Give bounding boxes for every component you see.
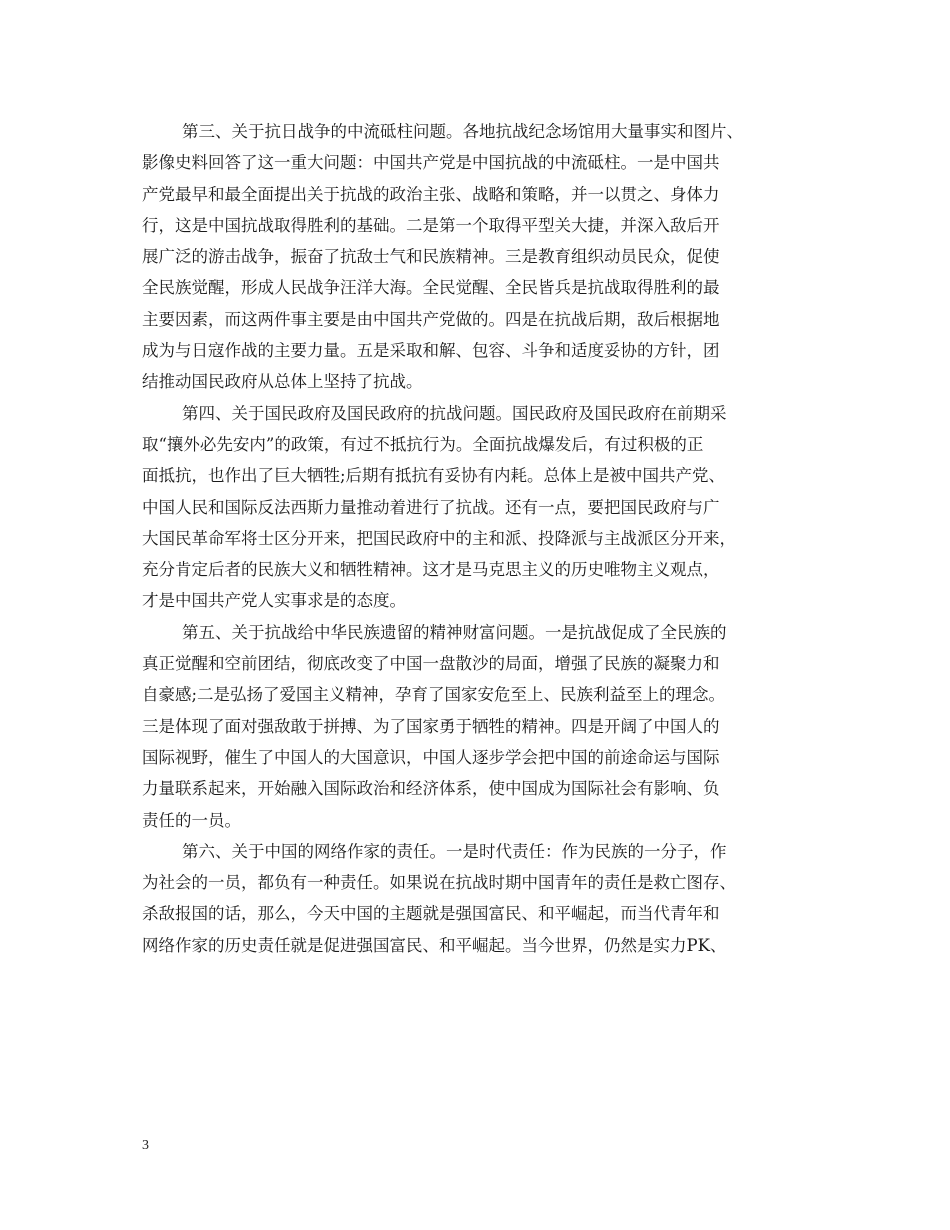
text-line: 网络作家的历史责任就是促进强国富民、和平崛起。当今世界，仍然是实力PK、 bbox=[142, 935, 727, 955]
text-line: 充分肯定后者的民族大义和牺牲精神。这才是马克思主义的历史唯物主义观点， bbox=[142, 560, 720, 580]
text-line: 大国民革命军将士区分开来，把国民政府中的主和派、投降派与主战派区分开来， bbox=[142, 528, 736, 548]
text-line: 主要因素，而这两件事主要是由中国共产党做的。四是在抗战后期，敌后根据地 bbox=[142, 309, 720, 329]
text-line: 国际视野，催生了中国人的大国意识，中国人逐步学会把中国的前途命运与国际 bbox=[142, 747, 720, 767]
text-line: 成为与日寇作战的主要力量。五是采取和解、包容、斗争和适度妥协的方针，团 bbox=[142, 341, 720, 361]
text-line: 自豪感;二是弘扬了爱国主义精神，孕育了国家安危至上、民族利益至上的理念。 bbox=[142, 685, 726, 705]
text-line: 第五、关于抗战给中华民族遗留的精神财富问题。一是抗战促成了全民族的 bbox=[182, 622, 727, 642]
text-line: 第三、关于抗日战争的中流砥柱问题。各地抗战纪念场馆用大量事实和图片、 bbox=[182, 122, 743, 141]
text-line: 全民族觉醒，形成人民战争汪洋大海。全民觉醒、全民皆兵是抗战取得胜利的最 bbox=[142, 278, 720, 298]
text-line: 结推动国民政府从总体上坚持了抗战。 bbox=[142, 372, 423, 392]
text-line: 产党最早和最全面提出关于抗战的政治主张、战略和策略，并一以贯之、身体力 bbox=[142, 184, 720, 204]
text-line: 为社会的一员，都负有一种责任。如果说在抗战时期中国青年的责任是救亡图存、 bbox=[142, 873, 736, 893]
text-line: 行，这是中国抗战取得胜利的基础。二是第一个取得平型关大捷，并深入敌后开 bbox=[142, 215, 720, 235]
text-line: 才是中国共产党人实事求是的态度。 bbox=[142, 591, 406, 611]
text-line: 责任的一员。 bbox=[142, 810, 241, 830]
text-line: 面抵抗，也作出了巨大牺牲;后期有抵抗有妥协有内耗。总体上是被中国共产党、 bbox=[142, 466, 726, 486]
text-line: 取“攘外必先安内”的政策，有过不抵抗行为。全面抗战爆发后，有过积极的正 bbox=[142, 434, 704, 454]
text-line: 第四、关于国民政府及国民政府的抗战问题。国民政府及国民政府在前期采 bbox=[182, 403, 727, 423]
page-number: 3 bbox=[142, 1138, 149, 1153]
paragraph-fifth bbox=[142, 617, 802, 836]
paragraph-sixth bbox=[142, 836, 802, 961]
text-line: 第六、关于中国的网络作家的责任。一是时代责任：作为民族的一分子，作 bbox=[182, 841, 727, 861]
text-line: 中国人民和国际反法西斯力量推动着进行了抗战。还有一点，要把国民政府与广 bbox=[142, 497, 720, 517]
text-line: 三是体现了面对强敌敢于拼搏、为了国家勇于牺牲的精神。四是开阔了中国人的 bbox=[142, 716, 720, 736]
text-line: 展广泛的游击战争，振奋了抗敌士气和民族精神。三是教育组织动员民众，促使 bbox=[142, 247, 720, 267]
document-body bbox=[142, 116, 802, 961]
text-line: 力量联系起来，开始融入国际政治和经济体系，使中国成为国际社会有影响、负 bbox=[142, 779, 720, 799]
text-line: 真正觉醒和空前团结，彻底改变了中国一盘散沙的局面，增强了民族的凝聚力和 bbox=[142, 654, 720, 674]
text-line: 杀敌报国的话，那么，今天中国的主题就是强国富民、和平崛起，而当代青年和 bbox=[142, 904, 720, 924]
text-line: 影像史料回答了这一重大问题：中国共产党是中国抗战的中流砥柱。一是中国共 bbox=[142, 153, 720, 173]
paragraph-third bbox=[142, 116, 802, 398]
paragraph-fourth bbox=[142, 398, 802, 617]
